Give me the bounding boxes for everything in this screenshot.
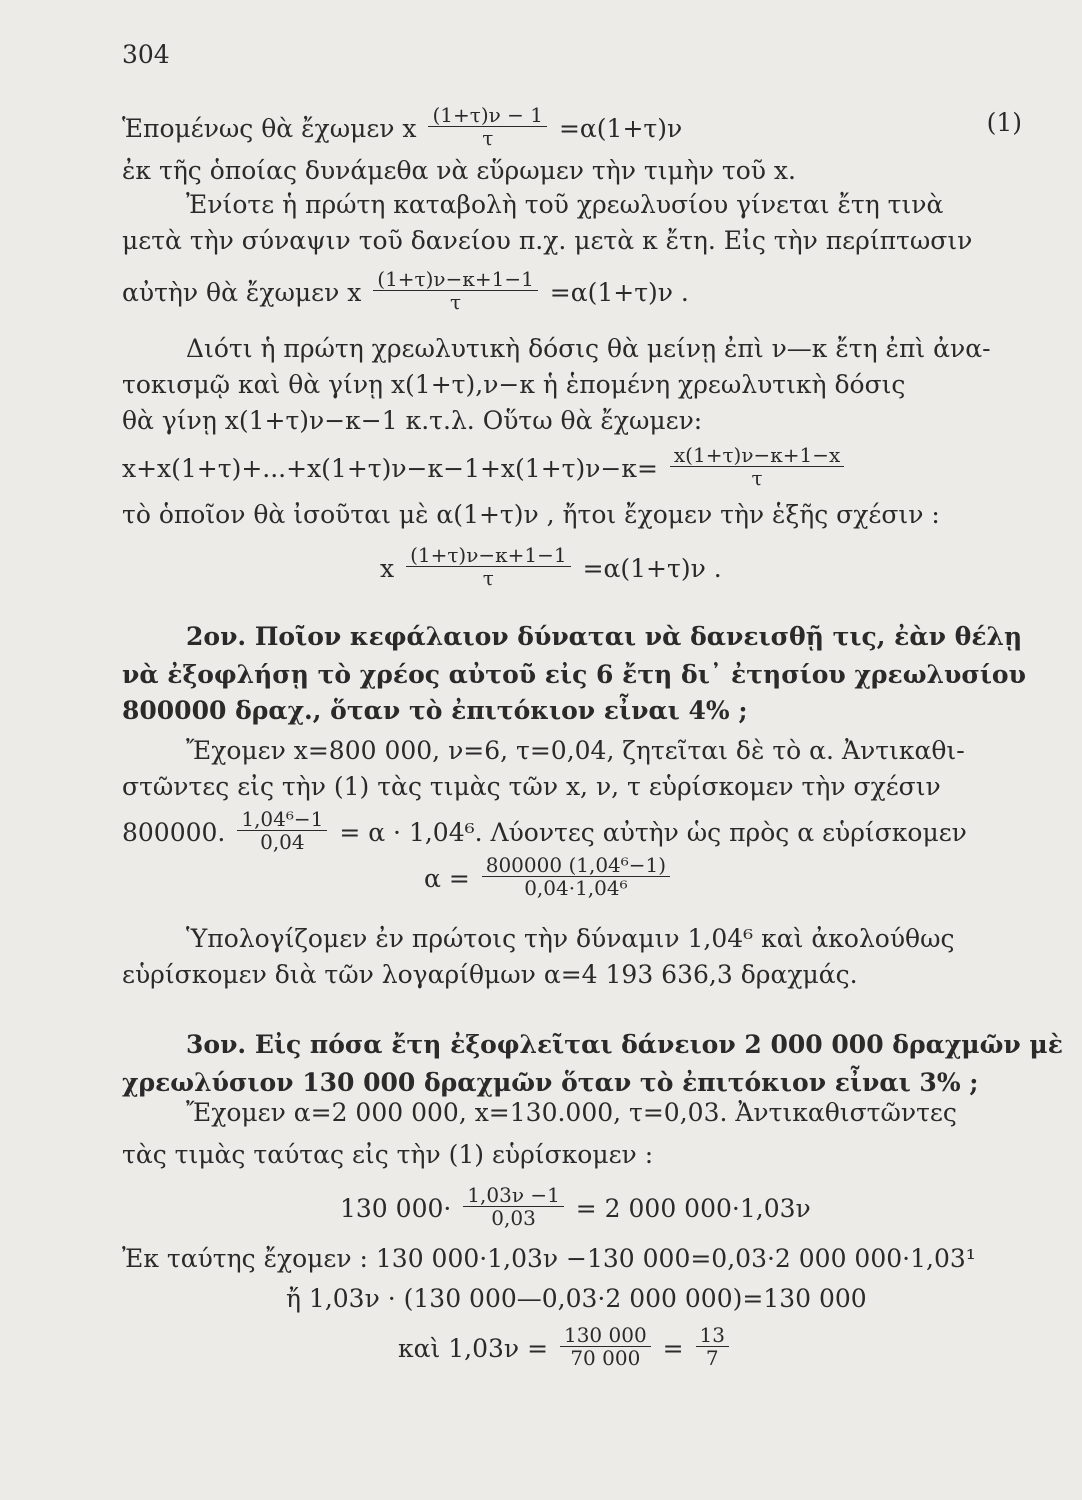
eq8-fraction-2 [696, 1324, 729, 1369]
eq5-numerator: 1,04⁶−1 [237, 808, 327, 831]
eq7-fraction [463, 1184, 564, 1229]
equation-8 [398, 1323, 733, 1373]
eq5-denominator: 0,04 [260, 830, 305, 854]
eq2-denominator: τ [450, 290, 462, 314]
eq8-numerator-2: 13 [696, 1324, 729, 1347]
text-line: θὰ γίνῃ x(1+τ)ν−κ−1 κ.τ.λ. Οὕτω θὰ ἔχωμεν: [122, 406, 703, 435]
eq8-denominator-1: 70 000 [570, 1346, 641, 1370]
eq4-denominator: τ [482, 566, 494, 590]
text-line: ἤ 1,03ν · (130 000—0,03·2 000 000)=130 000 [286, 1284, 867, 1313]
equation-6 [424, 853, 674, 903]
eq2-text: αὐτὴν θὰ ἔχωμεν x [122, 278, 362, 307]
text-line: Ἔχομεν α=2 000 000, x=130.000, τ=0,03. Ἀντικαθιστῶντες [186, 1098, 957, 1127]
eq4-text: x [380, 554, 395, 583]
eq4-fraction [406, 544, 571, 589]
eq5-text: 800000. [122, 818, 226, 847]
eq3-fraction [670, 444, 844, 489]
problem-2-text: νὰ ἐξοφλήσῃ τὸ χρέος αὐτοῦ εἰς 6 ἔτη δι᾿ ἐτησίου χρεωλυσίου [122, 660, 1026, 689]
problem-2-text: 800000 δραχ., ὅταν τὸ ἐπιτόκιον εἶναι 4% ; [122, 696, 748, 725]
text-line: στῶντες εἰς τὴν (1) τὰς τιμὰς τῶν x, ν, τ εὑρίσκομεν τὴν σχέσιν [122, 772, 941, 801]
eq5-rhs: = α · 1,04⁶. Λύοντες αὐτὴν ὡς πρὸς α εὑρίσκομεν [339, 818, 967, 847]
eq8-equals: = [662, 1334, 684, 1363]
text-line: τοκισμῷ καὶ θὰ γίνῃ x(1+τ),ν−κ ἡ ἑπομένη χρεωλυτικὴ δόσις [122, 370, 906, 399]
eq1-text: Ἑπομένως θὰ ἔχωμεν x [122, 114, 417, 143]
eq8-denominator-2: 7 [705, 1346, 719, 1370]
text-line: τὸ ὁποῖον θὰ ἰσοῦται μὲ α(1+τ)ν , ἤτοι ἔχομεν τὴν ἑξῆς σχέσιν : [122, 500, 940, 529]
eq4-numerator: (1+τ)ν−κ+1−1 [406, 544, 571, 567]
text-line: Διότι ἡ πρώτη χρεωλυτικὴ δόσις θὰ μείνῃ ἐπὶ ν—κ ἔτη ἐπὶ ἀνα- [186, 334, 991, 363]
problem-2-heading: 2ον. Ποῖον κεφάλαιον δύναται νὰ δανεισθῇ τις, ἐὰν θέλῃ [186, 622, 1023, 651]
eq1-denominator: τ [482, 126, 494, 150]
eq7-text: 130 000· [340, 1194, 452, 1223]
equation-1 [122, 103, 683, 153]
eq8-fraction-1 [560, 1324, 651, 1369]
eq2-fraction [373, 268, 538, 313]
eq4-rhs: =α(1+τ)ν . [582, 554, 722, 583]
eq6-numerator: 800000 (1,04⁶−1) [482, 854, 670, 877]
eq5-fraction [237, 808, 327, 853]
eq3-numerator: x(1+τ)ν−κ+1−x [670, 444, 844, 467]
problem-3-heading: 3ον. Εἰς πόσα ἔτη ἐξοφλεῖται δάνειον 2 000 000 δραχμῶν μὲ [186, 1030, 1063, 1059]
eq2-rhs: =α(1+τ)ν . [549, 278, 689, 307]
equation-2 [122, 267, 689, 317]
eq1-numerator: (1+τ)ν − 1 [428, 104, 547, 127]
eq2-numerator: (1+τ)ν−κ+1−1 [373, 268, 538, 291]
eq7-rhs: = 2 000 000·1,03ν [575, 1194, 811, 1223]
eq3-denominator: τ [751, 466, 763, 490]
text-line: ἐκ τῆς ὁποίας δυνάμεθα νὰ εὕρωμεν τὴν τιμὴν τοῦ x. [122, 156, 796, 185]
text-line: Ἐνίοτε ἡ πρώτη καταβολὴ τοῦ χρεωλυσίου γίνεται ἔτη τινὰ [186, 190, 944, 219]
eq6-fraction [482, 854, 670, 899]
text-line: Ἔχομεν x=800 000, ν=6, τ=0,04, ζητεῖται δὲ τὸ α. Ἀντικαθι- [186, 736, 965, 765]
text-line: Ὑπολογίζομεν ἐν πρώτοις τὴν δύναμιν 1,04⁶ καὶ ἀκολούθως [186, 924, 955, 953]
equation-tag-1: (1) [986, 108, 1022, 137]
equation-7 [340, 1183, 811, 1233]
equation-3 [122, 443, 848, 493]
equation-5 [122, 807, 967, 857]
eq6-denominator: 0,04·1,04⁶ [524, 876, 628, 900]
problem-3-text: χρεωλύσιον 130 000 δραχμῶν ὅταν τὸ ἐπιτόκιον εἶναι 3% ; [122, 1068, 979, 1097]
eq7-numerator: 1,03ν −1 [463, 1184, 564, 1207]
page-number: 304 [122, 40, 170, 69]
text-line: Ἐκ ταύτης ἔχομεν : 130 000·1,03ν −130 000=0,03·2 000 000·1,03¹ [122, 1244, 976, 1273]
eq7-denominator: 0,03 [491, 1206, 536, 1230]
equation-4 [380, 543, 722, 593]
eq1-rhs: =α(1+τ)ν [558, 114, 683, 143]
eq8-numerator-1: 130 000 [560, 1324, 651, 1347]
eq6-text: α = [424, 864, 470, 893]
text-line: μετὰ τὴν σύναψιν τοῦ δανείου π.χ. μετὰ κ ἔτη. Εἰς τὴν περίπτωσιν [122, 226, 973, 255]
eq1-fraction [428, 104, 547, 149]
text-line: τὰς τιμὰς ταύτας εἰς τὴν (1) εὑρίσκομεν : [122, 1140, 654, 1169]
eq3-text: x+x(1+τ)+...+x(1+τ)ν−κ−1+x(1+τ)ν−κ= [122, 454, 658, 483]
eq8-text: καὶ 1,03ν = [398, 1334, 549, 1363]
text-line: εὑρίσκομεν διὰ τῶν λογαρίθμων α=4 193 636,3 δραχμάς. [122, 960, 858, 989]
